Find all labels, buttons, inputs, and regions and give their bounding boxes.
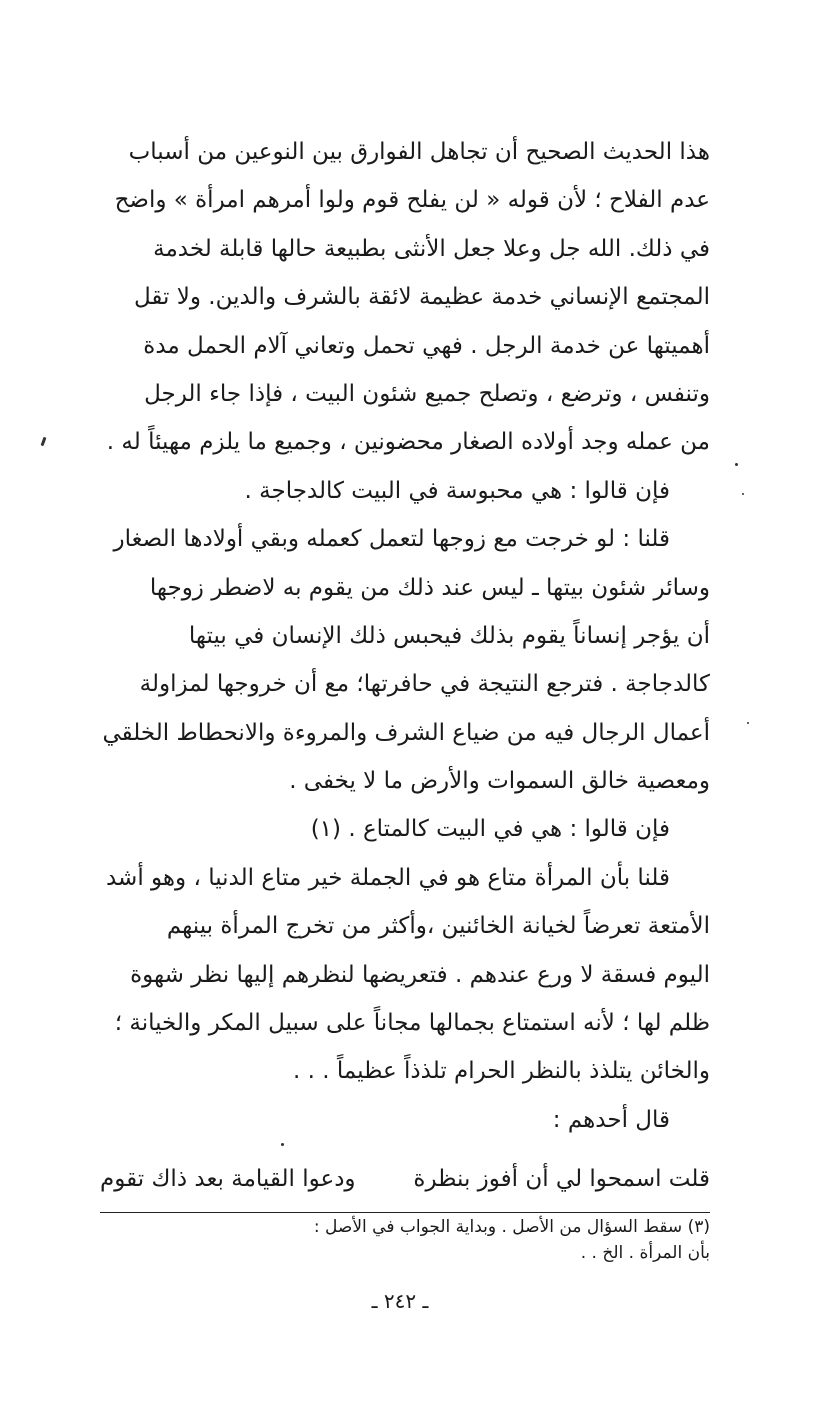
- verse-second-hemistich: ودعوا القيامة بعد ذاك تقوم: [100, 1166, 356, 1192]
- text-line: اليوم فسقة لا ورع عندهم . فتعريضها لنظرهم إليها نظر شهوة: [130, 961, 710, 988]
- text-line: فإن قالوا : هي محبوسة في البيت كالدجاجة .: [244, 477, 670, 504]
- footnote-line: (٣) سقط السؤال من الأصل . وبداية الجواب في الأصل :: [313, 1217, 710, 1237]
- scan-speck: [747, 722, 749, 724]
- text-line: أهميتها عن خدمة الرجل . فهي تحمل وتعاني آلام الحمل مدة: [143, 332, 710, 359]
- page-number: ـ ٢٤٢ ـ: [371, 1289, 429, 1313]
- text-line: في ذلك. الله جل وعلا جعل الأنثى بطبيعة حالها قابلة لخدمة: [153, 235, 710, 262]
- text-line: ظلم لها ؛ لأنه استمتاع بجمالها مجاناً على سبيل المكر والخيانة ؛: [114, 1010, 710, 1037]
- text-line: أعمال الرجال فيه من ضياع الشرف والمروءة والانحطاط الخلقي: [102, 719, 710, 746]
- text-line: كالدجاجة . فترجع النتيجة في حافرتها؛ مع أن خروجها لمزاولة: [139, 671, 710, 698]
- text-line: أن يؤجر إنساناً يقوم بذلك فيحبس ذلك الإنسان في بيتها: [188, 622, 710, 649]
- text-line: عدم الفلاح ؛ لأن قوله « لن يفلح قوم ولوا أمرهم امرأة » واضح: [114, 187, 710, 214]
- scan-speck: [735, 463, 738, 466]
- text-line: فإن قالوا : هي في البيت كالمتاع . (١): [310, 816, 670, 843]
- scan-speck: [281, 1143, 284, 1146]
- text-line: الأمتعة تعرضاً لخيانة الخائنين ،وأكثر من تخرج المرأة بينهم: [166, 913, 710, 940]
- footnote-separator: [100, 1212, 710, 1213]
- footnote: [100, 1214, 710, 1266]
- footnote-line: بأن المرأة . الخ . .: [580, 1243, 710, 1263]
- text-line: ومعصية خالق السموات والأرض ما لا يخفى .: [289, 768, 710, 795]
- scan-speck: [41, 437, 47, 446]
- text-line: من عمله وجد أولاده الصغار محضونين ، وجميع ما يلزم مهيئاً له .: [106, 429, 710, 456]
- text-line: قلنا بأن المرأة متاع هو في الجملة خير متاع الدنيا ، وهو أشد: [105, 864, 670, 891]
- text-line: هذا الحديث الصحيح أن تجاهل الفوارق بين النوعين من أسباب: [128, 139, 710, 165]
- verse-first-hemistich: قلت اسمحوا لي أن أفوز بنظرة: [413, 1166, 710, 1192]
- text-line: وتنفس ، وترضع ، وتصلح جميع شئون البيت ، فإذا جاء الرجل: [144, 380, 710, 407]
- scan-speck: [742, 493, 744, 495]
- poetry-verse: [100, 1155, 710, 1203]
- text-line: وسائر شئون بيتها ـ ليس عند ذلك من يقوم به لاضطر زوجها: [149, 574, 710, 601]
- text-line: قال أحدهم :: [552, 1106, 670, 1133]
- body-text: [100, 128, 710, 1144]
- text-line: قلنا : لو خرجت مع زوجها لتعمل كعمله وبقي أولادها الصغار: [113, 526, 670, 553]
- text-line: المجتمع الإنساني خدمة عظيمة لائقة بالشرف والدين. ولا تقل: [133, 284, 710, 311]
- text-line: والخائن يتلذذ بالنظر الحرام تلذذاً عظيماً . . .: [293, 1058, 710, 1085]
